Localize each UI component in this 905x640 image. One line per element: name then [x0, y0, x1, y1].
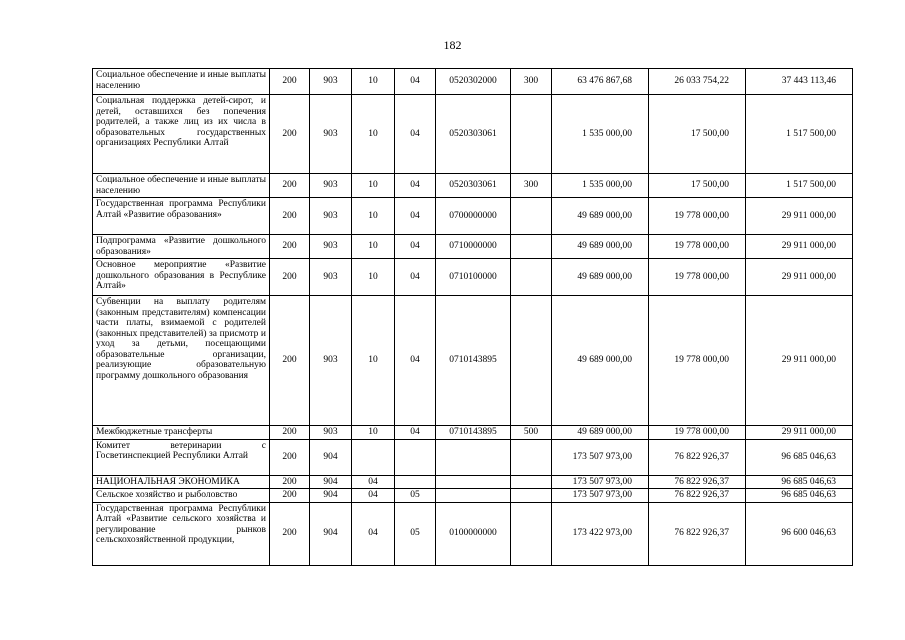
cell-section: 10 [352, 235, 395, 259]
cell-admin-code: 200 [270, 198, 310, 235]
cell-target-article [436, 439, 511, 475]
cell-expense-type [511, 95, 552, 174]
cell-name: Государственная программа Республики Алтай «Развитие сельского хозяйства и регулирование рынков сельскохозяйственной продукции, [93, 502, 270, 565]
cell-sum-regional: 29 911 000,00 [746, 235, 853, 259]
table-row [93, 296, 853, 426]
cell-sum-federal: 17 500,00 [649, 95, 746, 174]
cell-section: 10 [352, 174, 395, 198]
cell-sum-regional: 96 685 046,63 [746, 489, 853, 503]
cell-section: 10 [352, 198, 395, 235]
cell-sum-regional: 96 685 046,63 [746, 439, 853, 475]
cell-sum-federal: 76 822 926,37 [649, 502, 746, 565]
cell-sum-total: 173 422 973,00 [552, 502, 649, 565]
cell-sum-federal: 19 778 000,00 [649, 259, 746, 296]
cell-ministry-code: 903 [310, 95, 352, 174]
cell-admin-code: 200 [270, 475, 310, 489]
cell-target-article: 0520302000 [436, 69, 511, 95]
cell-target-article: 0520303061 [436, 95, 511, 174]
cell-target-article: 0710143895 [436, 426, 511, 440]
cell-sum-regional: 37 443 113,46 [746, 69, 853, 95]
cell-sum-total: 1 535 000,00 [552, 174, 649, 198]
cell-ministry-code: 903 [310, 235, 352, 259]
cell-ministry-code: 903 [310, 198, 352, 235]
table-row [93, 426, 853, 440]
cell-admin-code: 200 [270, 489, 310, 503]
cell-target-article: 0710000000 [436, 235, 511, 259]
cell-expense-type [511, 439, 552, 475]
cell-sum-total: 173 507 973,00 [552, 489, 649, 503]
cell-ministry-code: 903 [310, 296, 352, 426]
cell-target-article [436, 475, 511, 489]
cell-subsection: 04 [395, 296, 436, 426]
cell-target-article: 0100000000 [436, 502, 511, 565]
cell-expense-type [511, 475, 552, 489]
cell-ministry-code: 904 [310, 489, 352, 503]
cell-sum-regional: 29 911 000,00 [746, 198, 853, 235]
cell-subsection: 04 [395, 426, 436, 440]
cell-sum-regional: 1 517 500,00 [746, 174, 853, 198]
cell-target-article: 0710100000 [436, 259, 511, 296]
cell-section: 10 [352, 95, 395, 174]
cell-name: НАЦИОНАЛЬНАЯ ЭКОНОМИКА [93, 475, 270, 489]
cell-sum-regional: 1 517 500,00 [746, 95, 853, 174]
cell-admin-code: 200 [270, 426, 310, 440]
cell-sum-regional: 29 911 000,00 [746, 426, 853, 440]
table-row [93, 502, 853, 565]
cell-expense-type: 300 [511, 174, 552, 198]
cell-name: Основное мероприятие «Развитие дошкольного образования в Республике Алтай» [93, 259, 270, 296]
cell-ministry-code: 903 [310, 69, 352, 95]
cell-admin-code: 200 [270, 259, 310, 296]
table-row [93, 174, 853, 198]
cell-name: Социальная поддержка детей-сирот, и детей, оставшихся без попечения родителей, а также лиц из их числа в образовательных государственных организациях Республики Алтай [93, 95, 270, 174]
cell-sum-federal: 19 778 000,00 [649, 198, 746, 235]
cell-section: 10 [352, 259, 395, 296]
cell-target-article: 0700000000 [436, 198, 511, 235]
table-row [93, 69, 853, 95]
cell-subsection: 04 [395, 69, 436, 95]
cell-expense-type [511, 502, 552, 565]
cell-target-article [436, 489, 511, 503]
cell-subsection: 04 [395, 198, 436, 235]
cell-target-article: 0710143895 [436, 296, 511, 426]
cell-name: Социальное обеспечение и иные выплаты населению [93, 69, 270, 95]
cell-sum-regional: 29 911 000,00 [746, 259, 853, 296]
cell-sum-federal: 76 822 926,37 [649, 475, 746, 489]
cell-name: Сельское хозяйство и рыболовство [93, 489, 270, 503]
cell-sum-total: 173 507 973,00 [552, 475, 649, 489]
cell-name: Межбюджетные трансферты [93, 426, 270, 440]
cell-subsection: 04 [395, 235, 436, 259]
cell-sum-total: 49 689 000,00 [552, 259, 649, 296]
cell-ministry-code: 903 [310, 259, 352, 296]
cell-admin-code: 200 [270, 502, 310, 565]
cell-expense-type: 300 [511, 69, 552, 95]
cell-expense-type [511, 235, 552, 259]
cell-sum-total: 173 507 973,00 [552, 439, 649, 475]
cell-sum-federal: 19 778 000,00 [649, 235, 746, 259]
cell-expense-type: 500 [511, 426, 552, 440]
cell-subsection: 04 [395, 259, 436, 296]
cell-admin-code: 200 [270, 296, 310, 426]
cell-subsection [395, 475, 436, 489]
page-number: 182 [443, 38, 462, 52]
cell-section: 04 [352, 489, 395, 503]
cell-subsection: 05 [395, 502, 436, 565]
cell-target-article: 0520303061 [436, 174, 511, 198]
cell-section: 10 [352, 69, 395, 95]
cell-sum-regional: 29 911 000,00 [746, 296, 853, 426]
cell-admin-code: 200 [270, 439, 310, 475]
cell-sum-total: 49 689 000,00 [552, 296, 649, 426]
cell-sum-total: 1 535 000,00 [552, 95, 649, 174]
cell-admin-code: 200 [270, 235, 310, 259]
cell-sum-federal: 19 778 000,00 [649, 426, 746, 440]
cell-sum-federal: 17 500,00 [649, 174, 746, 198]
cell-ministry-code: 903 [310, 426, 352, 440]
cell-sum-regional: 96 685 046,63 [746, 475, 853, 489]
cell-section: 04 [352, 502, 395, 565]
cell-subsection: 04 [395, 174, 436, 198]
cell-sum-federal: 26 033 754,22 [649, 69, 746, 95]
cell-ministry-code: 904 [310, 439, 352, 475]
cell-name: Комитет ветеринарии с Госветинспекцией Республики Алтай [93, 439, 270, 475]
cell-sum-federal: 76 822 926,37 [649, 439, 746, 475]
cell-section: 10 [352, 426, 395, 440]
cell-name: Социальное обеспечение и иные выплаты населению [93, 174, 270, 198]
cell-expense-type [511, 296, 552, 426]
table-row [93, 95, 853, 174]
cell-subsection [395, 439, 436, 475]
cell-name: Субвенции на выплату родителям (законным представителям) компенсации части платы, взимаемой с родителей (законных представителей) за присмотр и уход за детьми, посещающими образовательные организации, реализующие образовательную программу дошкольного образования [93, 296, 270, 426]
cell-sum-total: 49 689 000,00 [552, 426, 649, 440]
table-row [93, 259, 853, 296]
cell-admin-code: 200 [270, 95, 310, 174]
cell-section: 04 [352, 475, 395, 489]
table-row [93, 475, 853, 489]
cell-sum-total: 63 476 867,68 [552, 69, 649, 95]
cell-expense-type [511, 259, 552, 296]
cell-expense-type [511, 489, 552, 503]
table-row [93, 489, 853, 503]
cell-sum-total: 49 689 000,00 [552, 198, 649, 235]
cell-subsection: 05 [395, 489, 436, 503]
cell-admin-code: 200 [270, 174, 310, 198]
cell-sum-federal: 19 778 000,00 [649, 296, 746, 426]
cell-ministry-code: 904 [310, 502, 352, 565]
table-row [93, 198, 853, 235]
cell-sum-total: 49 689 000,00 [552, 235, 649, 259]
cell-ministry-code: 904 [310, 475, 352, 489]
cell-section [352, 439, 395, 475]
budget-table [92, 68, 853, 566]
cell-sum-federal: 76 822 926,37 [649, 489, 746, 503]
cell-admin-code: 200 [270, 69, 310, 95]
cell-section: 10 [352, 296, 395, 426]
cell-name: Подпрограмма «Развитие дошкольного образования» [93, 235, 270, 259]
table-row [93, 439, 853, 475]
cell-subsection: 04 [395, 95, 436, 174]
cell-expense-type [511, 198, 552, 235]
table-row [93, 235, 853, 259]
cell-sum-regional: 96 600 046,63 [746, 502, 853, 565]
cell-name: Государственная программа Республики Алтай «Развитие образования» [93, 198, 270, 235]
cell-ministry-code: 903 [310, 174, 352, 198]
